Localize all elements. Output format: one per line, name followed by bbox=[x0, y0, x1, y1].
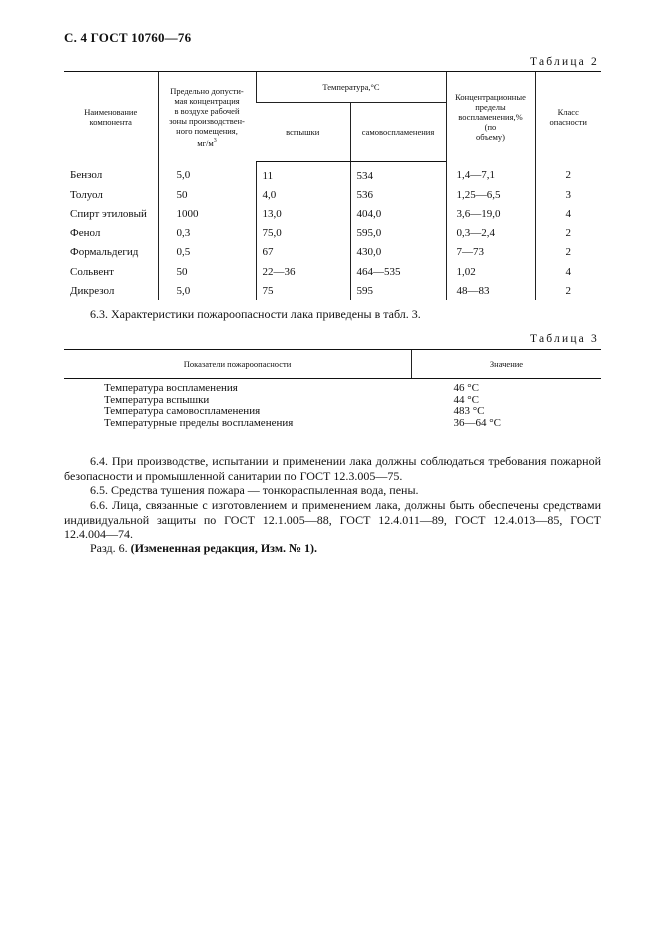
cell-mpc: 1000 bbox=[158, 204, 256, 223]
cell-cls: 2 bbox=[535, 224, 601, 243]
cell-indicator: Температура вспышки bbox=[104, 393, 210, 406]
header-class: Класс опасности bbox=[535, 72, 601, 162]
cell-flash: 75 bbox=[256, 281, 350, 300]
cell-flash: 22—36 bbox=[256, 262, 350, 281]
cell-cls: 4 bbox=[535, 262, 601, 281]
cell-value: 483 °С bbox=[453, 405, 485, 417]
cell-indicator: Температура воспламенения bbox=[104, 382, 238, 394]
table-row bbox=[64, 406, 601, 418]
header-name: Наименование компонента bbox=[64, 72, 158, 162]
header-temperature: Температура,°С bbox=[256, 72, 446, 103]
cell-value: 44 °С bbox=[453, 393, 479, 406]
cell-name: Толуол bbox=[70, 188, 103, 201]
table-row bbox=[64, 162, 601, 186]
cell-autoign: 430,0 bbox=[350, 243, 446, 262]
table-3-caption: Таблица 3 bbox=[530, 333, 599, 345]
table-row bbox=[64, 224, 601, 243]
table-2-caption: Таблица 2 bbox=[530, 56, 599, 68]
cell-mpc: 5,0 bbox=[158, 281, 256, 300]
cell-name: Дикрезол bbox=[70, 284, 115, 297]
cell-cls: 4 bbox=[535, 204, 601, 223]
table-row bbox=[64, 262, 601, 281]
header-indicator: Показатели пожароопасности bbox=[64, 350, 412, 379]
table-row bbox=[64, 185, 601, 204]
header-mpc: Предельно допусти- мая концентрация в воздухе рабочей зоны производствен- ного помещения, $мг/м^3$ bbox=[158, 72, 256, 162]
cell-autoign: 534 bbox=[350, 162, 446, 186]
paragraph-6-6: 6.6. Лица, связанные с изготовлением и применением лака, должны быть обеспечены средствами индивидуальной защиты по ГОСТ 12.1.005—88, ГОСТ 12.4.011—89, ГОСТ 12.4.013—85, ГОСТ 12.4.004—74. bbox=[64, 498, 601, 541]
cell-mpc: 0,3 bbox=[158, 224, 256, 243]
cell-name: Сольвент bbox=[70, 265, 114, 278]
cell-mpc: 50 bbox=[158, 185, 256, 204]
cell-mpc: 0,5 bbox=[158, 243, 256, 262]
cell-flash: 13,0 bbox=[256, 204, 350, 223]
revision-note: Разд. 6. (Измененная редакция, Изм. № 1). bbox=[90, 541, 318, 555]
cell-indicator: Температурные пределы воспламенения bbox=[104, 416, 294, 429]
cell-flash: 4,0 bbox=[256, 185, 350, 204]
paragraph-6-5: 6.5. Средства тушения пожара — тонкораспыленная вода, пены. bbox=[90, 483, 419, 497]
cell-conc: 0,3—2,4 bbox=[446, 224, 535, 243]
table-3 bbox=[64, 349, 601, 429]
cell-cls: 3 bbox=[535, 185, 601, 204]
cell-conc: 1,4—7,1 bbox=[446, 162, 535, 186]
header-flash: вспышки bbox=[256, 103, 350, 162]
cell-autoign: 464—535 bbox=[350, 262, 446, 281]
cell-autoign: 404,0 bbox=[350, 204, 446, 223]
cell-mpc: 5,0 bbox=[158, 162, 256, 186]
cell-conc: 48—83 bbox=[446, 281, 535, 300]
cell-cls: 2 bbox=[535, 243, 601, 262]
header-autoignition: самовоспламенения bbox=[350, 103, 446, 162]
cell-autoign: 536 bbox=[350, 185, 446, 204]
paragraph-6-4: 6.4. При производстве, испытании и применении лака должны соблюдаться требования пожарной безопасности и промышленной санитарии по ГОСТ 12.3.005—75. bbox=[64, 454, 601, 483]
cell-conc: 3,6—19,0 bbox=[446, 204, 535, 223]
cell-autoign: 595,0 bbox=[350, 224, 446, 243]
table-row bbox=[64, 243, 601, 262]
cell-indicator: Температура самовоспламенения bbox=[104, 405, 261, 417]
cell-conc: 1,02 bbox=[446, 262, 535, 281]
page-header: С. 4 ГОСТ 10760—76 bbox=[64, 30, 192, 45]
cell-name: Спирт этиловый bbox=[70, 207, 147, 220]
cell-flash: 67 bbox=[256, 243, 350, 262]
cell-conc: 7—73 bbox=[446, 243, 535, 262]
cell-name: Фенол bbox=[70, 227, 101, 240]
paragraph-6-3: 6.3. Характеристики пожароопасности лака приведены в табл. 3. bbox=[90, 307, 421, 321]
table-row bbox=[64, 281, 601, 300]
cell-name: Формальдегид bbox=[70, 246, 139, 259]
cell-flash: 75,0 bbox=[256, 224, 350, 243]
cell-cls: 2 bbox=[535, 162, 601, 186]
cell-name: Бензол bbox=[70, 169, 103, 182]
header-value: Значение bbox=[412, 350, 602, 379]
table-row bbox=[64, 204, 601, 223]
cell-conc: 1,25—6,5 bbox=[446, 185, 535, 204]
cell-cls: 2 bbox=[535, 281, 601, 300]
header-concentration: Концентрационные пределы воспламенения,% (по объему) bbox=[446, 72, 535, 162]
cell-value: 36—64 °С bbox=[453, 416, 501, 429]
cell-mpc: 50 bbox=[158, 262, 256, 281]
cell-flash: 11 bbox=[256, 162, 350, 186]
cell-autoign: 595 bbox=[350, 281, 446, 300]
table-row bbox=[64, 379, 601, 395]
cell-value: 46 °С bbox=[453, 382, 479, 394]
table-2 bbox=[64, 71, 601, 300]
table-row bbox=[64, 418, 601, 430]
